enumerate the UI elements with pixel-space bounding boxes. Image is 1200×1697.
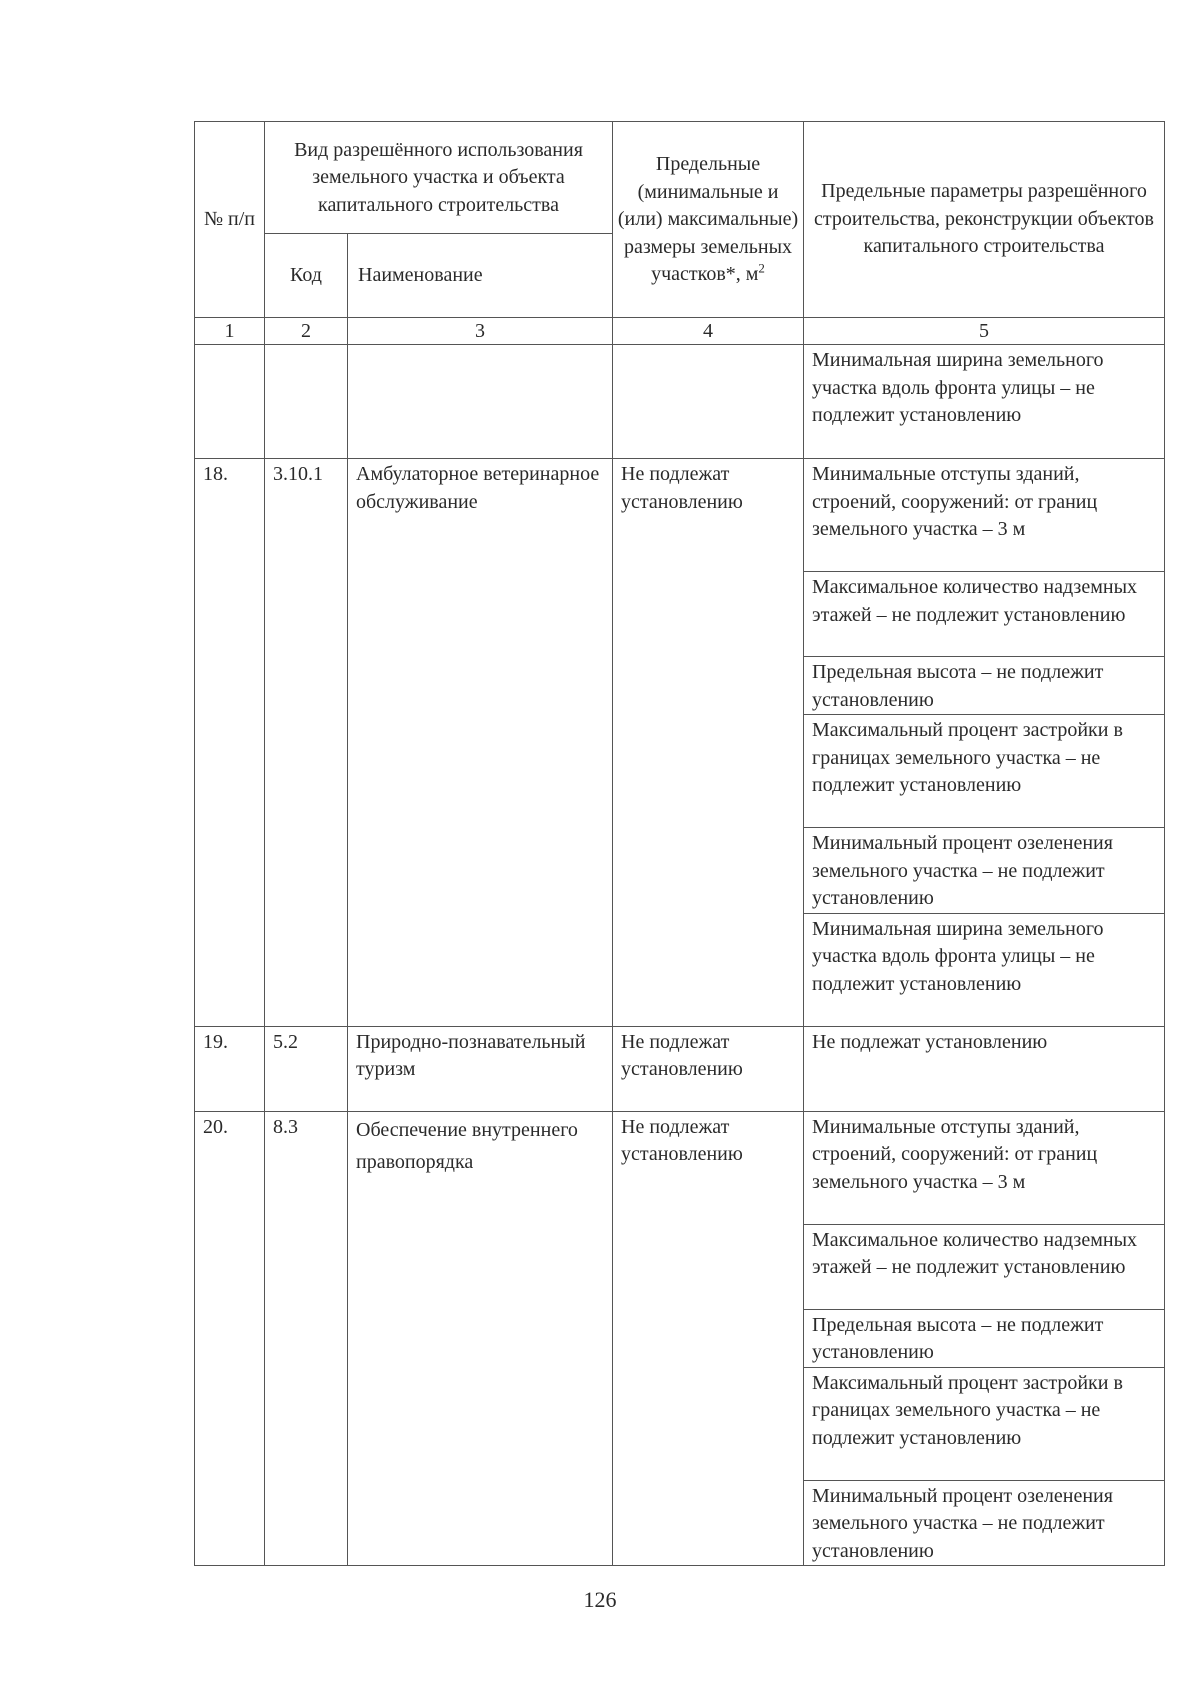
row-num: 18. (195, 459, 265, 1027)
row-num: 19. (195, 1026, 265, 1111)
row-name: Природно-познавательный туризм (348, 1026, 613, 1111)
header-parametry: Предельные параметры разрешённого строительства, реконструкции объектов капитального строительства (804, 122, 1165, 318)
table-row (195, 1111, 1165, 1224)
header-razmery-sup: 2 (758, 260, 765, 276)
param-cell: Минимальные отступы зданий, строений, сооружений: от границ земельного участка – 3 м (804, 459, 1165, 572)
table-row (195, 1026, 1165, 1111)
param-cell: Максимальный процент застройки в границах земельного участка – не подлежит установлению (804, 1367, 1165, 1480)
row-code: 8.3 (265, 1111, 348, 1566)
row-num: 20. (195, 1111, 265, 1566)
param-cell: Максимальное количество надземных этажей – не подлежит установлению (804, 1224, 1165, 1309)
regulations-table (194, 121, 1165, 1566)
column-number: 1 (195, 318, 265, 345)
header-num: № п/п (195, 122, 265, 318)
header-razmery (613, 122, 804, 318)
row-name: Амбулаторное ветеринарное обслуживание (348, 459, 613, 1027)
row-size: Не подлежат установлению (613, 1026, 804, 1111)
param-cell: Минимальный процент озеленения земельного участка – не подлежит установлению (804, 1480, 1165, 1566)
column-numbers-row (195, 318, 1165, 345)
header-naimenovanie: Наименование (348, 234, 613, 318)
param-cell: Предельная высота – не подлежит установлению (804, 1309, 1165, 1367)
table-row (195, 345, 1165, 459)
param-cell: Минимальная ширина земельного участка вдоль фронта улицы – не подлежит установлению (804, 345, 1165, 459)
param-cell: Минимальная ширина земельного участка вдоль фронта улицы – не подлежит установлению (804, 913, 1165, 1026)
page-number: 126 (583, 1587, 617, 1612)
column-number: 5 (804, 318, 1165, 345)
table-row (195, 459, 1165, 572)
param-cell: Минимальные отступы зданий, строений, сооружений: от границ земельного участка – 3 м (804, 1111, 1165, 1224)
row-code: 3.10.1 (265, 459, 348, 1027)
header-vid: Вид разрешённого использования земельного участка и объекта капитального строительства (265, 122, 613, 234)
row-size: Не подлежат установлению (613, 1111, 804, 1566)
row-name: Обеспечение внутреннего правопорядка (348, 1111, 613, 1566)
column-number: 2 (265, 318, 348, 345)
row-size: Не подлежат установлению (613, 459, 804, 1027)
column-number: 4 (613, 318, 804, 345)
header-razmery-text: Предельные (минимальные и (или) максимальные) размеры земельных участков*, м (617, 153, 799, 286)
param-cell: Максимальный процент застройки в границах земельного участка – не подлежит установлению (804, 715, 1165, 828)
param-cell: Минимальный процент озеленения земельного участка – не подлежит установлению (804, 828, 1165, 914)
param-cell: Максимальное количество надземных этажей – не подлежит установлению (804, 572, 1165, 657)
header-kod: Код (265, 234, 348, 318)
param-cell: Не подлежат установлению (804, 1026, 1165, 1111)
row-code: 5.2 (265, 1026, 348, 1111)
column-number: 3 (348, 318, 613, 345)
param-cell: Предельная высота – не подлежит установлению (804, 657, 1165, 715)
